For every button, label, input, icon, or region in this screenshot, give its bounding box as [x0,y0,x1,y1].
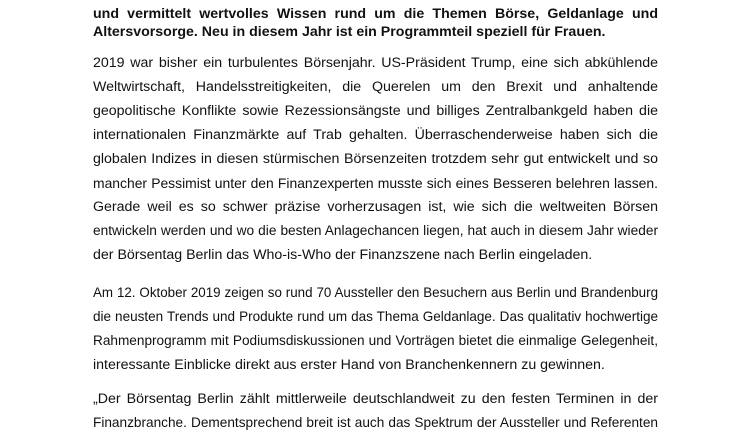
paragraph2-line-4: interessante Einblicke direkt aus erster Hand von Branchenkennern zu gewinnen. [93,357,605,373]
paragraph1-line-8: entwickeln werden und wo die besten Anlagechancen liegen, hat auch in diesem Jahr wieder [93,223,658,238]
paragraph2-line-2: die neusten Trends und Produkte rund um das Thema Geldanlage. Das qualitativ hochwertige [93,309,658,324]
paragraph1-line-7: Gerade weil es so schwer präzise vorherzusagen ist, wie sich die weltweiten Börsen [93,199,658,215]
paragraph1-line-4: internationalen Finanzmärkte auf Trab gehalten. Überraschenderweise haben sich die [93,127,658,143]
paragraph1-line-1: 2019 war bisher ein turbulentes Börsenjahr. US-Präsident Trump, eine sich abkühlende [93,55,658,71]
paragraph3-line-2: Finanzbranche. Dementsprechend breit ist auch das Spektrum der Aussteller und Referenten [93,415,658,430]
paragraph1-line-9: der Börsentag Berlin das Who-is-Who der Finanzszene nach Berlin eingeladen. [93,247,593,263]
paragraph2-line-1: Am 12. Oktober 2019 zeigen so rund 70 Aussteller den Besuchern aus Berlin und Brandenburg [93,285,658,300]
paragraph2-line-3: Rahmenprogramm mit Podiumsdiskussionen und Vorträgen bietet die einmalige Gelegenheit, [93,333,658,348]
paragraph1-line-5: globalen Indizes in diesen stürmischen Börsenzeiten trotzdem sehr gut entwickelt und so [93,151,658,167]
paragraph1-line-2: Weltwirtschaft, Handelsstreitigkeiten, die Querelen um den Brexit und anhaltende [93,79,658,95]
intro-line-2: Altersvorsorge. Neu in diesem Jahr ist ein Programmteil speziell für Frauen. [93,24,606,40]
paragraph3-line-1: „Der Börsentag Berlin zählt mittlerweile deutschlandweit zu den festen Terminen in der [93,391,658,407]
paragraph1-line-3: geopolitische Konflikte sowie Rezessionsängste und billiges Zentralbankgeld haben die [93,103,658,119]
intro-line-1: und vermittelt wertvolles Wissen rund um die Themen Börse, Geldanlage und [93,6,658,22]
paragraph1-line-6: mancher Pessimist unter den Finanzexperten musste sich eines Besseren belehren lassen. [93,175,658,191]
